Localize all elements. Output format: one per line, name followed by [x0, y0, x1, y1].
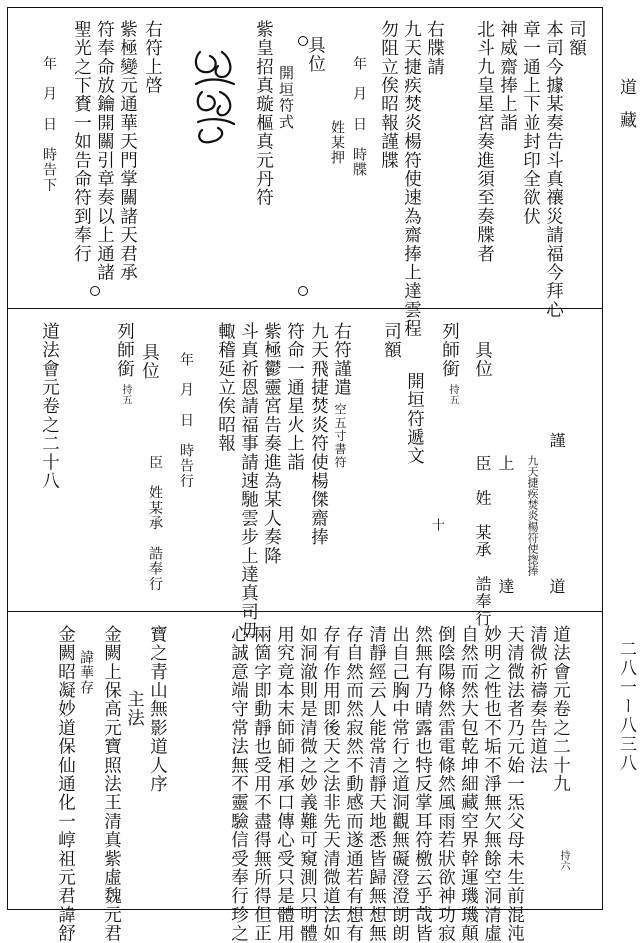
- s1-col-13: 紫皇招真璇樞真元丹符: [253, 20, 274, 207]
- s2-col-6: 臣 姓 某承 誥奉行: [473, 455, 492, 627]
- s3-col-5: 妙明之性也不垢不淨無欠無餘空洞清虛: [481, 625, 502, 943]
- s3-col-16: 心誠意端守常法無不靈驗信受奉行珍之: [228, 625, 249, 943]
- s3-col-10: 清靜經云人能常清靜天地悉皆歸無想無: [366, 625, 387, 943]
- s3-col-18: 主法: [124, 690, 145, 728]
- s2-col-2: 道: [547, 578, 566, 596]
- s2-col-15: 符命一通星火上詣: [284, 322, 305, 472]
- s1-col-2: 本司今據某奏告斗真禳災請福今拜心: [543, 20, 564, 320]
- s1-col-7: 九天捷疾焚炎楊符使速為齋捧上達雲程: [401, 20, 422, 338]
- s1-col-14: 右符上啓: [142, 20, 163, 95]
- margin-page-number: 二八一ー八三八: [616, 640, 636, 773]
- s2-col-17: 斗真祈恩請福事請速馳雲步上達真司毋: [238, 322, 259, 640]
- s1-col-15: 紫極變元通華天門掌關諸天君承: [117, 20, 138, 282]
- s2-note-tail: 持五: [447, 384, 458, 405]
- s2-col-4: 上: [496, 455, 515, 473]
- s1-col-16: 符奉命放鑰開關引章奏以上通諸: [94, 20, 115, 282]
- s3-col-12: 存有作用即後天之法非先天清微道法如: [320, 625, 341, 943]
- margin-book-title: 道藏: [616, 78, 636, 144]
- s2-col-14: 九天飛捷焚炎符使楊傑齋捧: [308, 322, 329, 547]
- s2-col-3: 九天捷疾焚炎楊符使揔捧: [526, 455, 539, 576]
- section-divider-1: [7, 308, 603, 309]
- s1-col-8: 勿阻立俟昭報謹牒: [378, 20, 399, 170]
- s3-col-20: 諱華存: [78, 650, 94, 696]
- s2-note-tail-2: 持五: [120, 384, 131, 405]
- section-mark-circle: [90, 286, 100, 296]
- s3-col-7: 倒陰陽條然雷電條然風雨若狀欲神功寂: [435, 625, 456, 943]
- talisman-seal-glyph: [190, 48, 240, 148]
- s1-col-5: 北斗九皇星宮奏進須至奏牒者: [474, 20, 495, 264]
- s3-col-21: 金闕昭凝妙道保仙通化一崞祖元君諱舒: [55, 625, 76, 943]
- s2-col-18: 輙稽延立俟昭報: [215, 322, 236, 453]
- s1-col-17: 聖光之下賚一如告命符到奉行: [71, 20, 92, 264]
- s3-col-11: 存自然而然寂然不動感而遂通若有想有: [343, 625, 364, 943]
- s2-col-21: 具位: [139, 343, 160, 381]
- s1-col-18: 年 月 日 時告下: [41, 56, 57, 193]
- s1-col-4: 神威齋捧上詣: [497, 20, 518, 133]
- s2-col-20: 臣 姓某承 誥奉行: [147, 455, 163, 592]
- s2-col-1: 謹: [547, 432, 566, 450]
- section-mark-circle: [298, 286, 308, 296]
- s2-col-16: 紫極鬱靈宮告奏進為某人奏降: [261, 322, 282, 566]
- s3-col-2: 持六: [558, 850, 569, 871]
- s2-col-13: 空五寸書符: [333, 403, 347, 469]
- s3-col-1: 道法會元卷之二十九: [550, 625, 571, 794]
- s2-col-23: 道法會元卷之二十八: [39, 322, 60, 491]
- s3-col-17: 寶之青山無影道人序: [147, 625, 168, 794]
- s2-col-12: 右符謹遣: [331, 322, 352, 397]
- s3-col-13: 如洞澈則是清微之妙義難可窺測只明體: [297, 625, 318, 943]
- s2-col-9: 具位: [472, 341, 493, 379]
- s1-col-3: 章一通上下並封印全欲伏: [520, 20, 541, 226]
- s3-col-19: 金闕上保高元寶照法王清真紫虛魏元君: [101, 625, 122, 943]
- s1-col-10: 姓某押: [329, 120, 345, 166]
- s2-col-5: 達: [496, 578, 515, 596]
- section-divider-2: [7, 611, 603, 612]
- s3-col-15: 兩箇字即動靜也受用不盡得無所得但正: [251, 625, 272, 943]
- s2-col-19: 年 月 日 時告行: [178, 352, 194, 489]
- s3-col-9: 出自己胸中常行之道洞觀無礙澄澄朗朗: [389, 625, 410, 943]
- s3-col-4: 天清微法者乃元始一炁父母未生前混沌: [504, 625, 525, 943]
- s2-col-10: 開垣符遞文: [404, 372, 425, 466]
- s3-col-8: 然無有乃晴露也特反掌耳符檄云乎哉皆: [412, 625, 433, 943]
- s1-col-11: 具位: [305, 36, 326, 74]
- s3-col-6: 自然而然大包乾坤細藏空界幹運璣璣顛: [458, 625, 479, 943]
- s3-col-3: 清微祈禱奏告道法: [527, 625, 548, 775]
- s2-col-8: 列師銜: [439, 322, 460, 379]
- s2-col-22: 列師銜: [114, 322, 135, 379]
- s1-col-6: 右牒請: [424, 20, 445, 77]
- s1-col-1: 司額: [566, 20, 587, 58]
- section-mark-circle: [298, 36, 308, 46]
- s1-col-9: 年 月 日 時牒: [351, 56, 367, 178]
- s2-col-11: 司額: [381, 322, 402, 360]
- s1-col-12: 開垣符式: [277, 65, 295, 130]
- s2-col-7: 十: [429, 518, 444, 533]
- s3-col-14: 用究竟本末師師相承口傳心受只是體用: [274, 625, 295, 943]
